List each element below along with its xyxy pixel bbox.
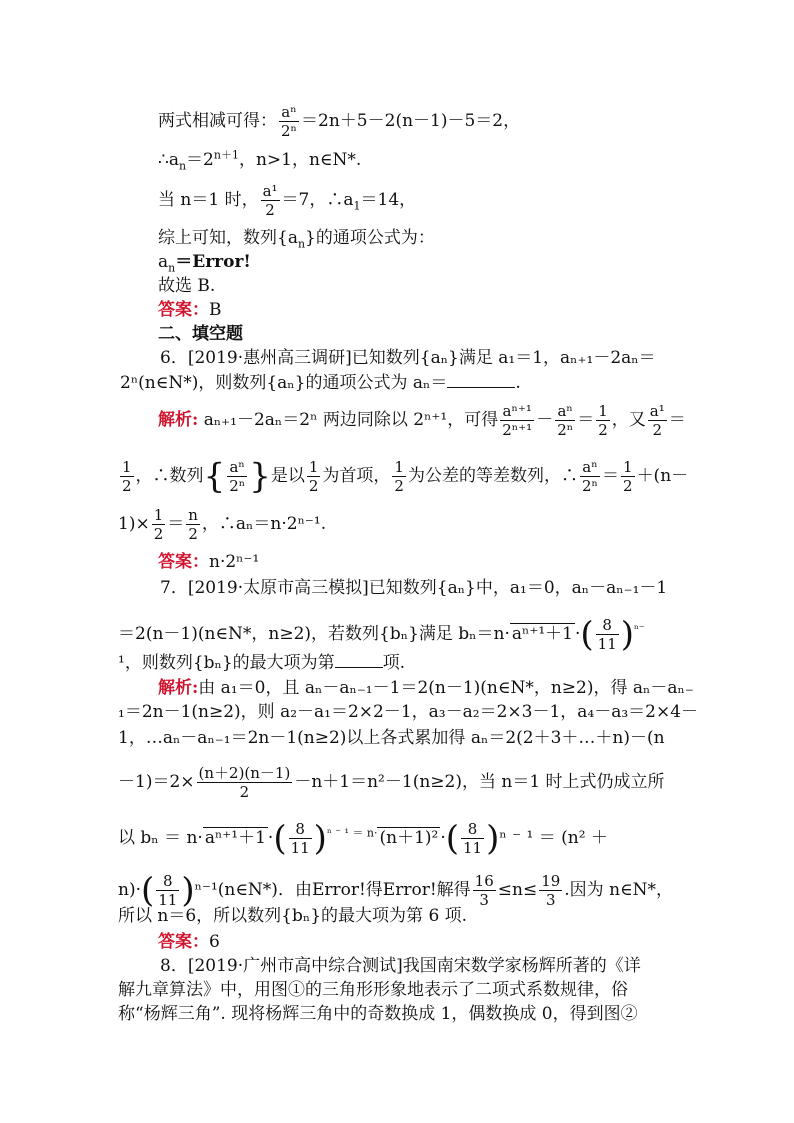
numerator: aⁿ bbox=[227, 458, 247, 477]
text: ＝14， bbox=[360, 190, 417, 210]
text: n)· bbox=[118, 880, 141, 900]
solution-label: 解析: bbox=[158, 678, 199, 698]
denominator: 2 bbox=[122, 477, 132, 495]
text: 2ⁿ(n∈N*)，则数列{aₙ}的通项公式为 aₙ＝ bbox=[120, 373, 448, 393]
numerator: 8 bbox=[156, 872, 179, 891]
text: 1，…aₙ－aₙ₋₁＝2n－1(n≥2)以上各式累加得 aₙ＝2(2＋3＋…＋n)－(n bbox=[118, 728, 665, 748]
question-8 bbox=[160, 956, 641, 976]
denominator: 11 bbox=[290, 839, 310, 857]
solution-line: 解析: aₙ₊₁－2aₙ＝2ⁿ 两边同除以 2ⁿ⁺¹，可得 $\frac{\text{aⁿ⁺¹}}{\text{2ⁿ⁺¹}}$ － $\frac{\text{aⁿ}}{\text{2ⁿ}}$ ＝ $\frac{1}{2}$ ，又 $\frac{\text{a¹}}{2}$ ＝ bbox=[158, 402, 686, 439]
numerator: 8 bbox=[289, 820, 312, 839]
text: ，n>1，n∈N*. bbox=[238, 150, 362, 170]
text-line bbox=[158, 103, 520, 140]
fraction bbox=[461, 820, 484, 857]
text: －n＋1＝n²－1(n≥2)，当 n＝1 时上式仍成立所 bbox=[294, 772, 665, 792]
numerator: aⁿ⁺¹ bbox=[500, 402, 534, 421]
superscript: n＋1 bbox=[213, 148, 239, 162]
denominator: 2 bbox=[598, 421, 608, 439]
answer-line bbox=[158, 552, 259, 572]
denominator: 2 bbox=[265, 201, 275, 219]
text: 两式相减可得： bbox=[158, 111, 277, 131]
text: .因为 n∈N*， bbox=[564, 880, 673, 900]
fraction bbox=[539, 872, 562, 909]
numerator: aⁿ bbox=[555, 402, 575, 421]
text: ∴a bbox=[158, 150, 179, 170]
text: 项. bbox=[382, 653, 406, 673]
text: ＝ bbox=[602, 466, 620, 486]
answer-label: 答案： bbox=[158, 552, 209, 572]
text-line bbox=[158, 276, 215, 296]
subscript: 1 bbox=[353, 199, 361, 213]
fraction bbox=[307, 458, 321, 495]
text-line bbox=[158, 252, 251, 275]
text: ＝2n＋5－2(n－1)－5＝2， bbox=[301, 111, 521, 131]
fraction bbox=[648, 402, 667, 439]
question-7 bbox=[160, 578, 667, 598]
text: ≤n≤ bbox=[497, 880, 538, 900]
fraction bbox=[152, 506, 166, 543]
text: }的通项公式为： bbox=[305, 228, 435, 248]
denominator: 2ⁿ bbox=[557, 421, 574, 439]
text: aₙ₊₁－2aₙ＝2ⁿ 两边同除以 2ⁿ⁺¹，可得 bbox=[203, 410, 499, 430]
fraction bbox=[392, 458, 406, 495]
text: ＝Error! bbox=[175, 252, 251, 272]
text: 以 bₙ ＝ n· bbox=[118, 828, 203, 848]
denominator: 2 bbox=[188, 525, 198, 543]
fraction bbox=[580, 458, 600, 495]
denominator: 11 bbox=[597, 635, 617, 653]
text: 所以 n＝6，所以数列{bₙ}的最大项为第 6 项. bbox=[118, 906, 468, 926]
denominator: 3 bbox=[545, 891, 556, 909]
denominator: 3 bbox=[479, 891, 489, 909]
answer-value: n·2ⁿ⁻¹ bbox=[209, 552, 260, 572]
answer-blank bbox=[335, 652, 383, 668]
text: 为公差的等差数列，∴ bbox=[407, 466, 578, 486]
numerator: 1 bbox=[598, 402, 608, 420]
fraction bbox=[261, 182, 280, 219]
text: ⁿ ⁻ ¹ ＝ n· bbox=[326, 826, 378, 840]
text: 是以 bbox=[270, 466, 305, 486]
denominator: 2 bbox=[652, 421, 663, 439]
text: ⁿ⁻¹(n∈N*)．由Error!得Error!解得 bbox=[194, 880, 471, 900]
solution-line bbox=[118, 458, 688, 495]
fraction bbox=[156, 872, 179, 909]
numerator: 1 bbox=[623, 458, 633, 476]
text: 称“杨辉三角”. 现将杨辉三角中的奇数换成 1，偶数换成 0，得到图② bbox=[118, 1004, 638, 1024]
numerator: 8 bbox=[461, 820, 484, 839]
numerator: 16 bbox=[474, 872, 494, 890]
numerator: a¹ bbox=[262, 182, 278, 200]
subscript: n bbox=[297, 237, 306, 251]
text: 综上可知，数列{a bbox=[158, 228, 298, 248]
text: ¹，则数列{bₙ}的最大项为第 bbox=[118, 653, 335, 673]
text: 1)× bbox=[118, 514, 150, 534]
denominator: 2 bbox=[239, 783, 250, 801]
superscript: ⁿ⁻ bbox=[634, 622, 645, 636]
denominator: 2ⁿ bbox=[229, 477, 246, 495]
answer-value: 6 bbox=[209, 932, 220, 952]
denominator: 2 bbox=[153, 525, 164, 543]
answer-value: B bbox=[209, 300, 222, 320]
denominator: 2ⁿ bbox=[281, 122, 298, 140]
fraction bbox=[120, 458, 134, 495]
section-title bbox=[158, 324, 243, 344]
text: ＝ bbox=[668, 410, 686, 430]
numerator: (n＋2)(n－1) bbox=[198, 764, 291, 782]
text: ⁿ ⁻ ¹ ＝ (n² ＋ bbox=[499, 828, 608, 848]
text: ＝2(n－1)(n∈N*，n≥2)，若数列{bₙ}满足 bₙ＝n· bbox=[118, 624, 510, 644]
fraction bbox=[621, 458, 635, 495]
text: ，∴aₙ＝n·2ⁿ⁻¹. bbox=[201, 514, 327, 534]
question-6-cont: 2ⁿ(n∈N*)，则数列{aₙ}的通项公式为 aₙ＝ . bbox=[120, 373, 521, 393]
numerator: 19 bbox=[541, 872, 561, 890]
text: 由 a₁＝0，且 aₙ－aₙ₋₁－1＝2(n－1)(n∈N*，n≥2)，得 aₙ－aₙ₋ bbox=[198, 678, 694, 698]
text: ＝ bbox=[577, 410, 595, 430]
denominator: 2ⁿ bbox=[581, 477, 599, 495]
text: －1)＝2× bbox=[118, 772, 195, 792]
numerator: 1 bbox=[122, 458, 132, 476]
fraction bbox=[186, 506, 200, 543]
denominator: 11 bbox=[158, 891, 178, 909]
text: 二、填空题 bbox=[158, 324, 243, 344]
answer-line bbox=[158, 300, 222, 320]
answer-blank bbox=[447, 372, 515, 388]
solution-line bbox=[158, 678, 694, 698]
fraction bbox=[197, 764, 293, 801]
text: ，∴数列 bbox=[135, 466, 204, 486]
solution-line bbox=[118, 702, 698, 722]
sqrt-expression: (n＋1)² bbox=[379, 828, 439, 848]
sqrt-expression: aⁿ⁺¹＋1 bbox=[204, 828, 266, 848]
text: ＝ bbox=[167, 514, 185, 534]
question-7-cont: ＝2(n－1)(n∈N*，n≥2)，若数列{bₙ}满足 bₙ＝n· aⁿ⁺¹＋1 ·( $\frac{8}{11}$ )$^{^{n-}}$ bbox=[118, 614, 645, 655]
fraction bbox=[289, 820, 312, 857]
fraction bbox=[227, 458, 247, 495]
fraction bbox=[473, 872, 496, 909]
answer-line bbox=[158, 932, 220, 952]
solution-line bbox=[118, 906, 467, 926]
text: 解九章算法》中，用图①的三角形形象地表示了二项式系数规律，俗 bbox=[118, 980, 628, 1000]
numerator: 1 bbox=[153, 506, 164, 524]
answer-label: 答案： bbox=[158, 300, 209, 320]
solution-line bbox=[118, 728, 665, 748]
text: 故选 B. bbox=[158, 276, 216, 296]
solution-line: 以 bₙ ＝ n· aⁿ⁺¹＋1 ·( $\frac{8}{11}$ )$^{^n ^- ^1 = n\cdot}$ (n＋1)² ·( $\frac{8}{11}$ )ⁿ ⁻ ¹ ＝ (n² ＋ bbox=[118, 818, 608, 859]
text: － bbox=[536, 410, 554, 430]
numerator: 8 bbox=[596, 616, 619, 635]
fraction bbox=[500, 402, 534, 439]
text: · bbox=[574, 624, 581, 644]
question-8-cont bbox=[118, 980, 628, 1000]
question-8-cont bbox=[118, 1004, 638, 1024]
text-line bbox=[158, 228, 435, 251]
numerator: 1 bbox=[308, 458, 319, 476]
answer-label: 答案： bbox=[158, 932, 209, 952]
text: 6．[2019·惠州高三调研]已知数列{aₙ}满足 a₁＝1，aₙ₊₁－2aₙ＝ bbox=[160, 348, 656, 368]
text-line bbox=[158, 182, 416, 219]
solution-label: 解析: bbox=[158, 410, 199, 430]
fraction bbox=[555, 402, 575, 439]
solution-line: n)·( $\frac{8}{11}$ )ⁿ⁻¹(n∈N*)．由Error!得Error!解得 $\frac{16}{3}$ ≤n≤ $\frac{19}{3}$ .因为 n∈N*， bbox=[118, 870, 673, 911]
text: ＝7，∴a bbox=[281, 190, 354, 210]
text: ₁＝2n－1(n≥2)，则 a₂－a₁＝2×2－1，a₃－a₂＝2×3－1，a₄－a₃＝2×4－ bbox=[118, 702, 699, 722]
text: 7．[2019·太原市高三模拟]已知数列{aₙ}中，a₁＝0，aₙ－aₙ₋₁－1 bbox=[160, 578, 668, 598]
denominator: 11 bbox=[463, 839, 483, 857]
numerator: aⁿ bbox=[279, 103, 299, 122]
text-line: $\therefore a_n=2^{n+1}$，n>1，n∈N*. bbox=[158, 148, 362, 173]
denominator: 2 bbox=[394, 477, 404, 495]
denominator: 2ⁿ⁺¹ bbox=[502, 421, 533, 439]
solution-line bbox=[118, 506, 326, 543]
brace: } bbox=[249, 456, 271, 497]
numerator: n bbox=[188, 506, 198, 524]
text: 8．[2019·广州市高中综合测试]我国南宋数学家杨辉所著的《详 bbox=[160, 956, 641, 976]
solution-line bbox=[118, 764, 665, 801]
numerator: aⁿ bbox=[580, 458, 600, 477]
fraction bbox=[279, 103, 299, 140]
denominator: 2 bbox=[308, 477, 319, 495]
text: ＋(n－ bbox=[636, 466, 689, 486]
question-6 bbox=[160, 348, 656, 368]
fraction bbox=[596, 402, 610, 439]
numerator: a¹ bbox=[649, 402, 665, 420]
text: 为首项， bbox=[322, 466, 391, 486]
denominator: 2 bbox=[623, 477, 633, 495]
text: a bbox=[158, 252, 169, 272]
sqrt-expression: aⁿ⁺¹＋1 bbox=[511, 624, 573, 644]
subscript: n bbox=[178, 159, 187, 173]
subscript: n bbox=[168, 261, 176, 275]
numerator: 1 bbox=[394, 458, 404, 476]
fraction bbox=[596, 616, 619, 653]
brace: { bbox=[203, 456, 226, 497]
text: 当 n＝1 时， bbox=[158, 190, 259, 210]
question-7-cont bbox=[118, 652, 405, 673]
